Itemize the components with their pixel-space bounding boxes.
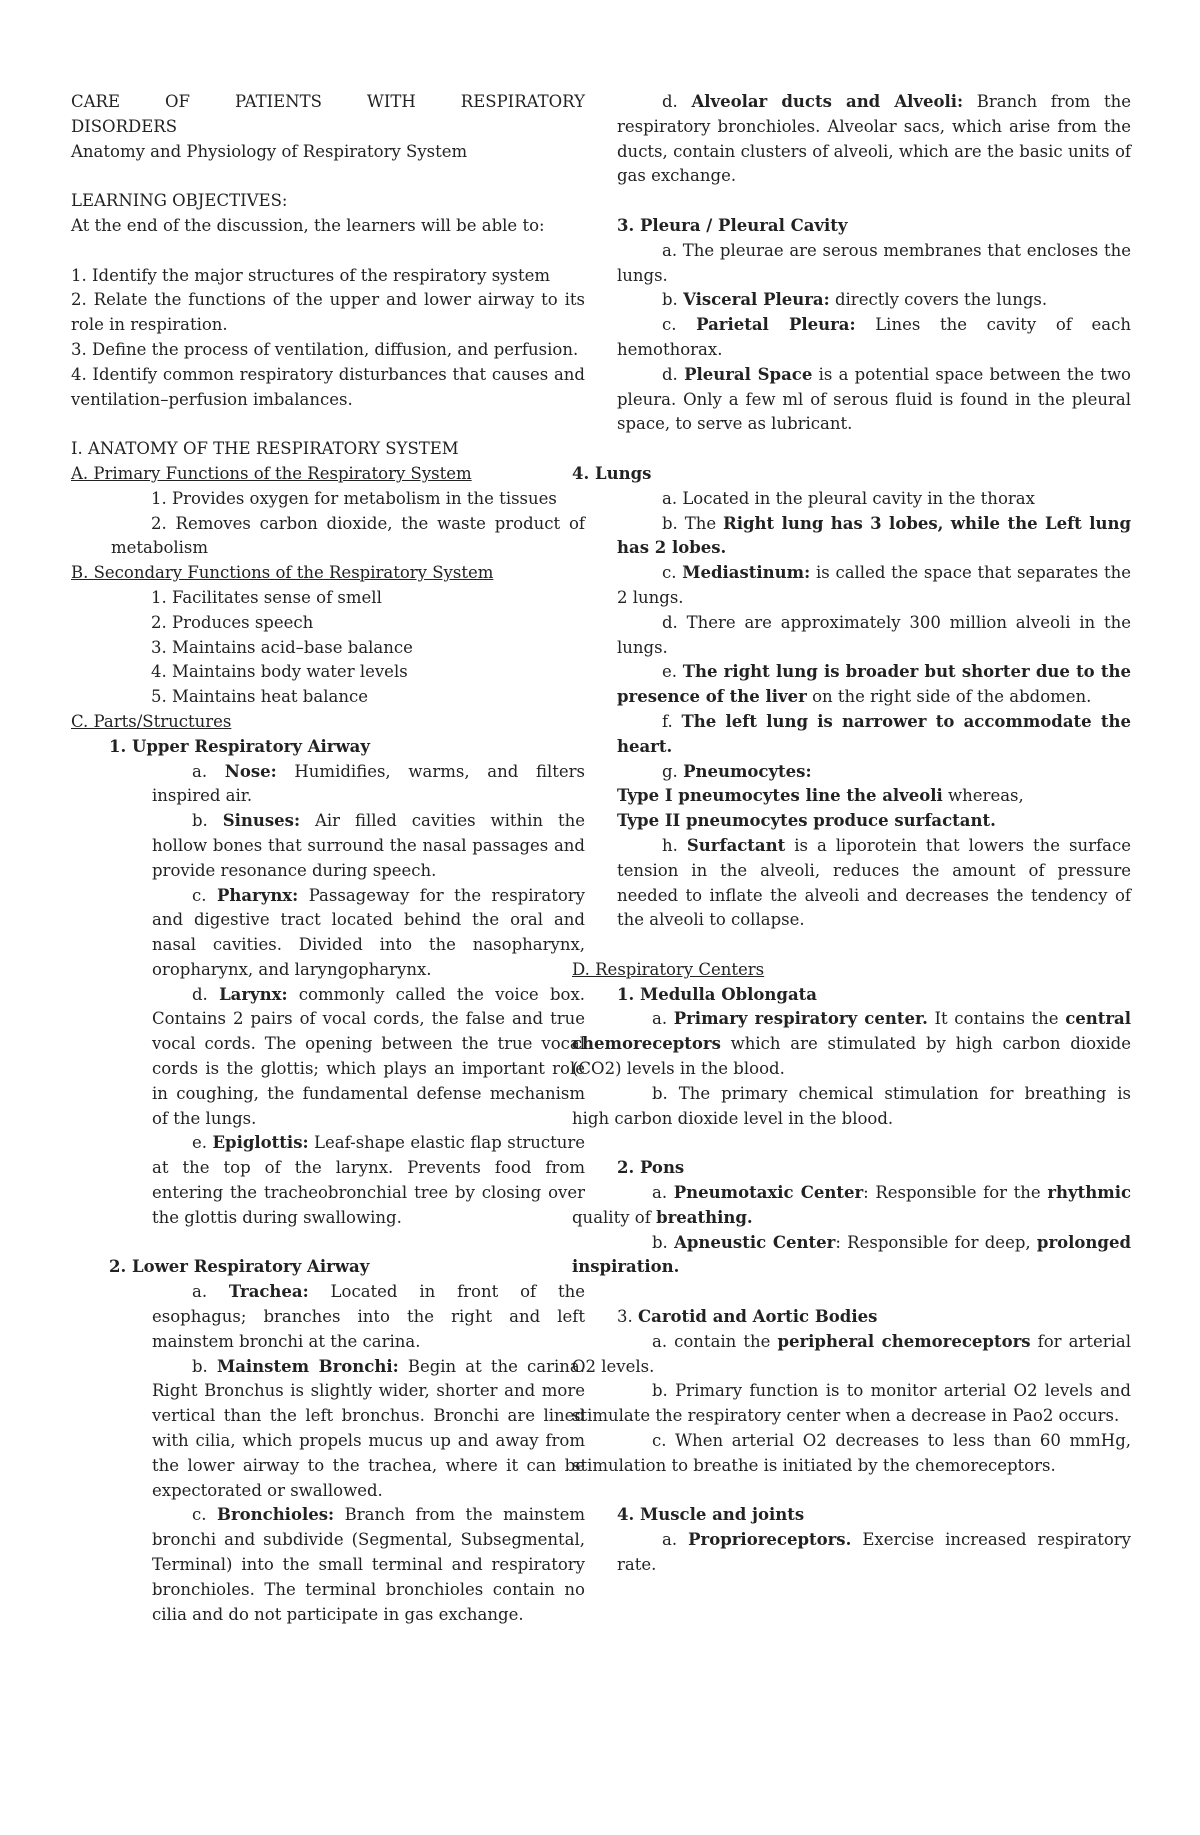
subsection-heading-b: B. Secondary Functions of the Respiratory System [71,563,494,583]
carotid-item: b. Primary function is to monitor arterial O2 levels and stimulate the respiratory center when a decrease in Pao2 occurs. [572,1381,1131,1426]
title-word: OF [165,92,190,111]
lungs-item: e. The right lung is broader but shorter due to the presence of the liver on the right side of the abdomen. [617,662,1131,707]
lungs-item: b. The Right lung has 3 lobes, while the Left lung has 2 lobes. [617,513,1131,558]
muscle-heading: 4. Muscle and joints [617,1505,805,1525]
secondary-function-item: 3. Maintains acid–base balance [151,637,413,657]
title-word: CARE [71,92,121,111]
title-word: WITH [366,92,416,111]
title-word: PATIENTS [235,92,322,111]
pons-item: a. Pneumotaxic Center: Responsible for the rhythmic quality of breathing. [572,1183,1132,1227]
document-subtitle: Anatomy and Physiology of Respiratory System [71,141,468,161]
secondary-function-item: 4. Maintains body water levels [151,662,408,682]
secondary-function-item: 5. Maintains heat balance [151,687,368,707]
pleura-item: c. Parietal Pleura: Lines the cavity of each hemothorax. [617,315,1131,359]
upper-airway-item: c. Pharynx: Passageway for the respiratory and digestive tract located behind the oral and nasal cavities. Divided into the nasopharynx, oropharynx, and laryngopharynx. [152,885,586,979]
lungs-item: a. Located in the pleural cavity in the thorax [662,488,1035,508]
carotid-item: c. When arterial O2 decreases to less than 60 mmHg, stimulation to breathe is initiated by the chemoreceptors. [572,1431,1131,1475]
pons-item: b. Apneustic Center: Responsible for deep, prolonged inspiration. [572,1232,1131,1277]
subsection-heading-c: C. Parts/Structures [71,711,232,731]
pons-heading: 2. Pons [617,1158,685,1178]
primary-function-item: 2. Removes carbon dioxide, the waste product of metabolism [111,513,585,558]
objectives-intro: At the end of the discussion, the learners will be able to: [71,215,545,235]
right-column [572,90,1132,1578]
carotid-item: a. contain the peripheral chemoreceptors for arterial O2 levels. [572,1331,1131,1376]
upper-airway-item: d. Larynx: commonly called the voice box. Contains 2 pairs of vocal cords, the false and true vocal cords. The opening between the true vocal cords is the glottis; which plays an important role in coughing, the fundamental defense mechanism of the lungs. [152,984,585,1128]
lower-airway-item: c. Bronchioles: Branch from the mainstem bronchi and subdivide (Segmental, Subsegmental, Terminal) into the small terminal and respiratory bronchioles. The terminal bronchioles contain no cilia and do not participate in gas exchange. [152,1505,585,1624]
secondary-function-item: 1. Facilitates sense of smell [151,587,382,607]
pleura-item: b. Visceral Pleura: directly covers the lungs. [662,290,1048,310]
carotid-heading: 3. Carotid and Aortic Bodies [617,1307,878,1327]
lungs-item: h. Surfactant is a liporotein that lowers the surface tension in the alveoli, reduces the amount of pressure needed to inflate the alveoli and decreases the tendency of the alveoli to collapse. [617,835,1131,930]
lungs-item: g. Pneumocytes: [662,761,812,781]
subsection-heading-a: A. Primary Functions of the Respiratory System [71,463,472,483]
lungs-item: f. The left lung is narrower to accommodate the heart. [617,711,1131,756]
lungs-item: c. Mediastinum: is called the space that separates the 2 lungs. [617,563,1131,607]
muscle-item: a. Proprioreceptors. Exercise increased respiratory rate. [617,1530,1132,1575]
lower-airway-item: b. Mainstem Bronchi: Begin at the carina. Right Bronchus is slightly wider, shorter and more vertical than the left bronchus. Bronchi are lined with cilia, which propels mucus up and away from the lower airway to the trachea, where it can be expectorated or swallowed. [152,1356,586,1500]
objective-item: 1. Identify the major structures of the respiratory system [71,265,550,285]
secondary-function-item: 2. Produces speech [151,612,314,632]
pleura-item: d. Pleural Space is a potential space between the two pleura. Only a few ml of serous fluid is found in the pleural space, to serve as lubricant. [617,364,1131,434]
primary-function-item: 1. Provides oxygen for metabolism in the tissues [151,488,557,508]
lower-airway-heading: 2. Lower Respiratory Airway [109,1257,370,1277]
lower-airway-item: a. Trachea: Located in front of the esophagus; branches into the right and left mainstem bronchi at the carina. [152,1282,585,1351]
lungs-heading: 4. Lungs [572,463,652,483]
upper-airway-item: a. Nose: Humidifies, warms, and filters inspired air. [152,761,585,806]
medulla-item: a. Primary respiratory center. It contains the central chemoreceptors which are stimulated by high carbon dioxide (CO2) levels in the blood. [572,1009,1132,1079]
objective-item: 3. Define the process of ventilation, diffusion, and perfusion. [71,339,579,359]
objectives-heading: LEARNING OBJECTIVES: [71,191,288,211]
medulla-heading: 1. Medulla Oblongata [617,984,817,1004]
pneumocytes-line: Type I pneumocytes line the alveoli whereas, [617,786,1024,806]
section-heading: I. ANATOMY OF THE RESPIRATORY SYSTEM [71,439,459,459]
respiratory-centers-heading: D. Respiratory Centers [572,959,765,979]
objective-item: 2. Relate the functions of the upper and lower airway to its role in respiration. [71,290,585,335]
pleura-heading: 3. Pleura / Pleural Cavity [617,215,848,235]
pleura-item: a. The pleurae are serous membranes that encloses the lungs. [617,240,1131,285]
document-title-line2: DISORDERS [71,116,178,136]
upper-airway-heading: 1. Upper Respiratory Airway [109,736,370,756]
upper-airway-item: e. Epiglottis: Leaf-shape elastic flap structure at the top of the larynx. Prevents food from entering the tracheobronchial tree by closing over the glottis during swallowing. [152,1133,585,1227]
objective-item: 4. Identify common respiratory disturbances that causes and ventilation–perfusion imbalances. [71,364,585,409]
lungs-item: d. There are approximately 300 million alveoli in the lungs. [617,612,1131,657]
document-title [71,90,585,115]
pneumocytes-line: Type II pneumocytes produce surfactant. [617,811,996,831]
alveolar-item: d. Alveolar ducts and Alveoli: Branch from the respiratory bronchioles. Alveolar sacs, which arise from the ducts, contain clusters of alveoli, which are the basic units of gas exchange. [617,92,1131,186]
title-word: RESPIRATORY [460,92,585,111]
upper-airway-item: b. Sinuses: Air filled cavities within the hollow bones that surround the nasal passages and provide resonance during speech. [152,811,585,880]
left-column [71,90,585,1627]
medulla-item: b. The primary chemical stimulation for breathing is high carbon dioxide level in the blood. [572,1083,1131,1128]
